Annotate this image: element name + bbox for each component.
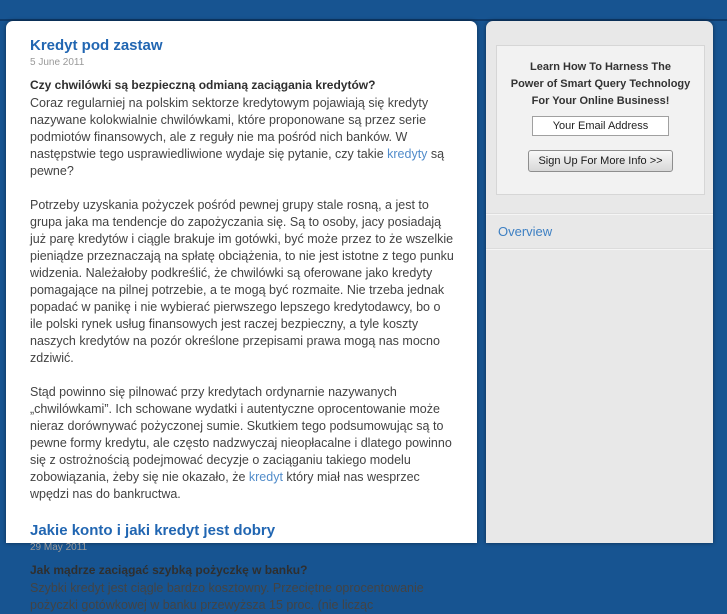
paragraph-text: są pewne? bbox=[30, 147, 445, 178]
paragraph-text: który miał nas wesprzec wpędzi nas do bankructwa. bbox=[30, 470, 420, 501]
post-title-link[interactable]: Jakie konto i jaki kredyt jest dobry bbox=[30, 522, 276, 539]
post-paragraph bbox=[30, 95, 455, 180]
post-title-link[interactable]: Kredyt pod zastaw bbox=[30, 37, 163, 54]
signup-button[interactable]: Sign Up For More Info >> bbox=[528, 150, 672, 172]
header-bar bbox=[0, 0, 727, 21]
main-panel bbox=[6, 21, 477, 612]
post-date: 29 May 2011 bbox=[30, 542, 88, 553]
sidebar-divider bbox=[486, 248, 713, 250]
paragraph-text: Coraz regularniej na polskim sektorze kredytowym pojawiają się kredyty nazywane kolokwialnie chwilówkami, które proponowane są przez serie podmiotów finansowych, ale z reguły nie ma pośród nich banków. W następstwie tego usprawiedliwione wydaje się pytanie, czy takie bbox=[30, 96, 429, 161]
newsletter-signup-box bbox=[496, 45, 705, 195]
post-paragraph: Potrzeby uzyskania pożyczek pośród pewnej grupy stale rosną, a jest to grupa jaka ma tendencje do zapożyczania się. Są to osoby, jacy posiadają już parę kredytów i ciągle brakuje im gotówki, być może przez to że wszelkie pieniądze przeznaczają na spłatę obciążenia, to nie jest istotne z tego punku widzenia. Należałoby podkreślić, że chwilówki są oferowane jako kredyty pomagające na pilnej potrzebie, a te mogą być rozmaite. Nie trzeba jednak popadać w panikę i nie wybierać pierwszego lepszego kredytodawcy, bo o ile polski rynek usług finansowych jest raczej bezpieczny, a tyle koszty naszych kredytów na pozór określone przepisami prawa mogą nas mocno zdziwić. bbox=[30, 198, 454, 365]
blog-post bbox=[30, 38, 455, 503]
post-paragraph bbox=[30, 384, 455, 503]
email-input[interactable] bbox=[532, 116, 669, 136]
inline-link-kredyt[interactable]: kredyt bbox=[248, 470, 283, 484]
content-area bbox=[0, 21, 727, 612]
sidebar-item-overview[interactable]: Overview bbox=[498, 224, 553, 239]
blog-post bbox=[30, 523, 455, 614]
paragraph-text: Stąd powinno się pilnować przy kredytach ordynarnie nazywanych „chwilówkami”. Ich schowane wydatki i autentyczne oprocentowanie może nieraz dorównywać pożyczonej sumie. Skutkiem tego podsumowując są to pewne formy kredytu, ale często nadzwyczaj nieopłacalne i dlatego powinno się z ostrożnością podejmować decyzje o zaciąganiu takiego modelu zobowiązania, żeby się nie okazało, że bbox=[30, 385, 452, 484]
signup-heading-line: Learn How To Harness The bbox=[530, 61, 671, 73]
signup-heading-line: Power of Smart Query Technology bbox=[510, 78, 691, 90]
sidebar bbox=[486, 21, 713, 543]
post-paragraph: Szybki kredyt jest ciągle bardzo kosztowny. Przeciętne oprocentowanie pożyczki gotówkowej w banku przewyższa 15 proc. (nie licząc bbox=[30, 581, 424, 612]
signup-heading-line: For Your Online Business! bbox=[531, 95, 670, 107]
post-date: 5 June 2011 bbox=[30, 57, 85, 68]
post-question: Czy chwilówki są bezpieczną odmianą zaciągania kredytów? bbox=[30, 78, 376, 92]
post-question: Jak mądrze zaciągać szybką pożyczkę w banku? bbox=[30, 563, 308, 577]
inline-link-kredyty[interactable]: kredyty bbox=[387, 147, 428, 161]
